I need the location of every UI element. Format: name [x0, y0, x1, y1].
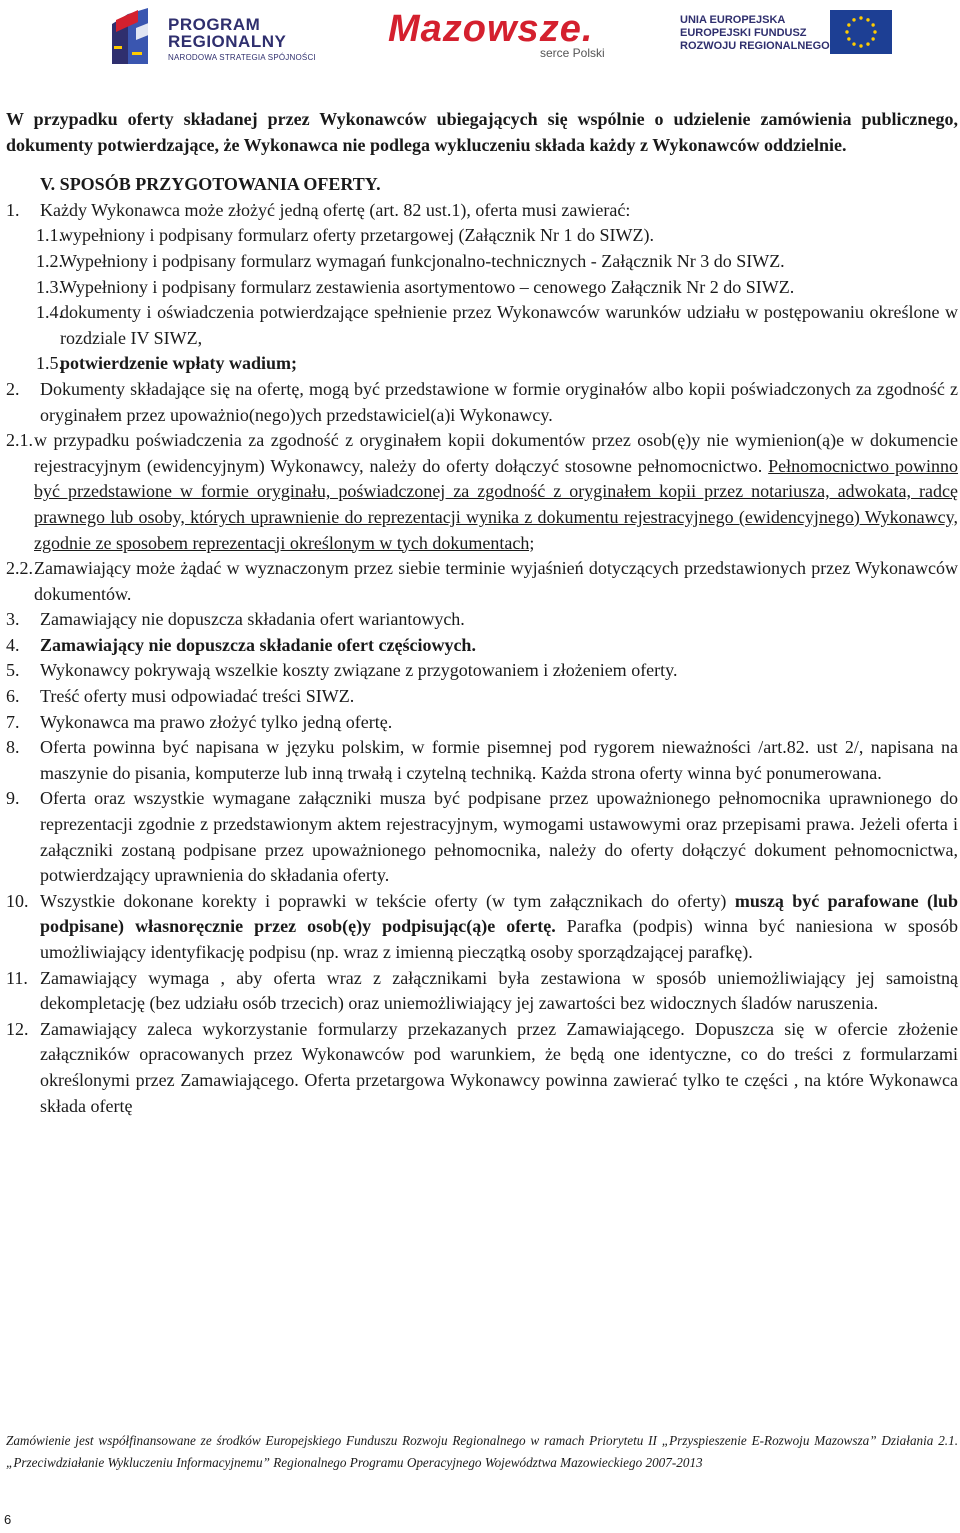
logo-header: [0, 0, 960, 78]
list-number: 3.: [6, 609, 20, 630]
intro-paragraph: W przypadku oferty składanej przez Wykonawców ubiegających się wspólnie o udzielenie zamówienia publicznego, dokumenty potwierdzające, że Wykonawca nie podlega wykluczeniu składa każdy z Wykonawców oddzielnie.: [6, 109, 958, 155]
eu-star-icon: [871, 37, 874, 40]
list-number: 8.: [6, 737, 20, 758]
list-number: 11.: [6, 967, 28, 988]
sub-item-1-4: [6, 300, 958, 351]
list-item-10: [6, 889, 958, 966]
document-body: [6, 107, 958, 1119]
list-item-2: [6, 377, 958, 428]
list-item-bold-text: muszą być parafowane (lub podpisane) własnoręcznie przez osob(ę)y podpisując(ą)e ofertę.: [40, 890, 958, 937]
list-item-text: Każdy Wykonawca może złożyć jedną ofertę (art. 82 ust.1), oferta musi zawierać:: [40, 199, 631, 220]
mazowsze-logo: [388, 8, 628, 66]
list-item-text: Wypełniony i podpisany formularz zestawienia asortymentowo – cenowego Załącznik Nr 2 do SIWZ.: [60, 276, 795, 297]
list-item-text: dokumenty i oświadczenia potwierdzające spełnienie przez Wykonawców warunków udziału w postępowaniu określone w rozdziale IV SIWZ,: [60, 302, 958, 348]
list-item-12: [6, 1017, 958, 1119]
list-item-text: potwierdzenie wpłaty wadium;: [60, 353, 297, 374]
list-item-text: Zamawiający nie dopuszcza składania ofert wariantowych.: [40, 609, 465, 630]
sub-item-2-2: [6, 556, 958, 607]
eu-star-icon: [847, 37, 850, 40]
list-item-text: Zamawiający zaleca wykorzystanie formularzy przekazanych przez Zamawiającego. Dopuszcza się w ofercie złożenie załączników opracowanych przez Wykonawców pod warunkiem, że będą one identyczne, co do treści z formularzami określonymi przez Zamawiającego. Oferta przetargowa Wykonawcy powinna zawierać tylko te części , na które Wykonawca składa ofertę: [40, 1018, 958, 1116]
list-item-3: [6, 607, 958, 633]
list-item-9: [6, 786, 958, 888]
list-number: 2.1.: [6, 430, 33, 451]
list-item-text: w przypadku poświadczenia za zgodność z oryginałem kopii dokumentów przez osob(ę)y nie wymienion(ą)e w dokumencie rejestracyjnym (ewidencyjnym) Wykonawcy, należy do oferty dołączyć stosowne pełnomocnictwo.: [34, 430, 958, 476]
list-number: 7.: [6, 711, 20, 732]
list-item-text: Parafka (podpis) winna być naniesiona w sposób umożliwiający identyfikację podpisu (np. wraz z imienną pieczątką osoby sporządzającej parafkę).: [40, 916, 959, 962]
program-logo-line1: PROGRAM: [168, 15, 261, 34]
list-number: 5.: [6, 660, 20, 681]
program-regionalny-logo: [108, 6, 318, 68]
list-item-11: [6, 966, 958, 1017]
list-item-8: [6, 735, 958, 786]
section-heading: V. SPOSÓB PRZYGOTOWANIA OFERTY.: [40, 174, 381, 195]
list-item-text: Oferta powinna być napisana w języku polskim, w formie pisemnej pod rygorem nieważności /art.82. ust 2/, napisana na maszynie do pisania, komputerze lub inną trwałą i czytelną techniką. Każda strona oferty winna być ponumerowana.: [40, 737, 958, 783]
eu-star-icon: [866, 42, 869, 45]
list-item-text: Wykonawcy pokrywają wszelkie koszty związane z przygotowaniem i złożeniem oferty.: [40, 660, 678, 681]
eu-star-icon: [852, 18, 855, 21]
eu-logo-line1: UNIA EUROPEJSKA: [680, 14, 786, 26]
eu-logo-line3: ROZWOJU REGIONALNEGO: [680, 40, 830, 52]
list-item-text: Dokumenty składające się na ofertę, mogą być przedstawione w formie oryginałów albo kopii poświadczonych za zgodność z oryginałem przez upoważnio(nego)ych przedstawiciel(a)i Wykonawcy.: [40, 378, 958, 425]
list-item-text: Oferta oraz wszystkie wymagane załączniki musza być podpisane przez upoważnionego pełnomocnika uprawnionego do reprezentacji zgodnie z przedstawionym aktem rejestracyjnym, wymogami ustawowymi oraz przepisami prawa. Jeżeli oferta i załączniki zostaną podpisane przez upoważnionego pełnomocnika, należy do oferty dołączyć dokument pełnomocnictwa, potwierdzający uprawnienia do składania oferty.: [40, 788, 958, 886]
eu-logo-line2: EUROPEJSKI FUNDUSZ: [680, 27, 807, 39]
program-regionalny-emblem-icon: [108, 6, 164, 68]
list-item-6: [6, 684, 958, 710]
mazowsze-logo-tagline: serce Polski: [540, 46, 605, 60]
list-item-text: Zamawiający wymaga , aby oferta wraz z załącznikami była zestawiona w sposób uniemożliwiający jej samoistną dekompletację (bez udziału osób trzecich) oraz uniemożliwiający jej zawartości bez widocznych śladów naruszenia.: [40, 967, 958, 1014]
list-number: 1.2.: [36, 250, 63, 271]
program-logo-line3: NARODOWA STRATEGIA SPÓJNOŚCI: [168, 53, 316, 62]
list-number: 2.2.: [6, 558, 33, 579]
sub-item-2-1: [6, 428, 958, 556]
eu-flag-icon: [830, 10, 892, 54]
eu-logo: [680, 10, 892, 60]
eu-star-icon: [845, 30, 848, 33]
list-number: 10.: [6, 890, 29, 911]
list-item-text: wypełniony i podpisany formularz oferty przetargowej (Załącznik Nr 1 do SIWZ).: [60, 225, 654, 246]
list-number: 4.: [6, 634, 20, 655]
list-item-text: Wykonawca ma prawo złożyć tylko jedną ofertę.: [40, 711, 393, 732]
funding-footer: Zamówienie jest współfinansowane ze środków Europejskiego Funduszu Rozwoju Regionalnego w ramach Priorytetu II „Przyspieszenie E-Rozwoju Mazowsza” Działania 2.1. „Przeciwdziałanie Wykluczeniu Informacyjnemu” Regionalnego Programu Operacyjnego Województwa Mazowieckiego 2007-2013: [6, 1433, 958, 1470]
mazowsze-logo-name: Mazowsze.: [388, 8, 594, 50]
eu-star-icon: [871, 23, 874, 26]
list-number: 1.: [6, 199, 20, 220]
list-item-text: Wszystkie dokonane korekty i poprawki w tekście oferty (w tym załącznikach do oferty): [40, 890, 727, 911]
list-item-4: [6, 633, 958, 659]
list-item-text: Wypełniony i podpisany formularz wymagań funkcjonalno-technicznych - Załącznik Nr 3 do SIWZ.: [60, 250, 785, 271]
list-number: 2.: [6, 378, 20, 399]
list-number: 1.5.: [36, 353, 63, 374]
list-item-1: [6, 198, 958, 224]
list-item-5: [6, 658, 958, 684]
sub-item-1-5: [6, 351, 958, 377]
sub-item-1-3: [6, 275, 958, 301]
eu-star-icon: [873, 30, 876, 33]
list-number: 1.1.: [36, 225, 63, 246]
list-item-text: Zamawiający może żądać w wyznaczonym przez siebie terminie wyjaśnień dotyczących przedstawionych przez Wykonawców dokumentów.: [34, 558, 958, 604]
eu-star-icon: [859, 16, 862, 19]
eu-star-icon: [866, 18, 869, 21]
list-number: 1.4.: [36, 302, 63, 323]
eu-star-icon: [852, 42, 855, 45]
list-item-underlined-text: Pełnomocnictwo powinno być przedstawione w formie oryginału, poświadczonej za zgodność z oryginałem kopii przez notariusza, adwokata, radcę prawnego lub osoby, których uprawnienie do reprezentacji wynika z dokumentu rejestracyjnego (ewidencyjnego) Wykonawcy, zgodnie ze sposobem reprezentacji określonym w tych dokumentach;: [34, 455, 959, 553]
sub-item-1-2: [6, 249, 958, 275]
sub-item-1-1: [6, 223, 958, 249]
eu-star-icon: [859, 44, 862, 47]
program-logo-line2: REGIONALNY: [168, 32, 287, 51]
list-item-text: Treść oferty musi odpowiadać treści SIWZ.: [40, 686, 355, 707]
list-number: 9.: [6, 788, 20, 809]
page-number: 6: [4, 1512, 12, 1527]
list-number: 6.: [6, 686, 20, 707]
eu-star-icon: [847, 23, 850, 26]
list-item-text: Zamawiający nie dopuszcza składanie ofert częściowych.: [40, 634, 476, 655]
list-number: 1.3.: [36, 276, 63, 297]
list-item-7: [6, 710, 958, 736]
list-number: 12.: [6, 1018, 29, 1039]
